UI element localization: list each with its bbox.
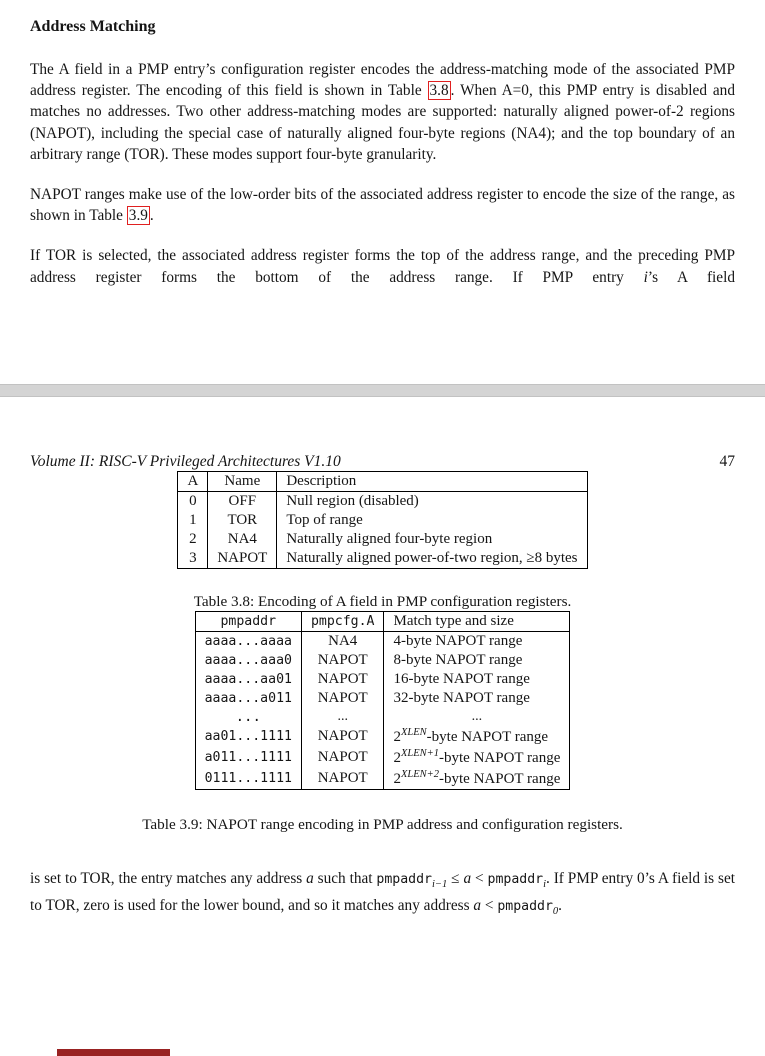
table-cell: aaaa...a011 [195,689,301,708]
section-heading: Address Matching [30,18,156,35]
table-row [178,530,587,549]
text-segment: ’s A field [647,268,735,286]
running-header-title: Volume II: RISC-V Privileged Architectures V1.10 [30,452,341,470]
table-cell: ... [301,708,384,726]
table-cell: NAPOT [301,670,384,689]
text-segment: a [306,869,314,887]
column-header: A [178,471,208,491]
text-segment: XLEN [400,726,427,738]
text-segment: pmpaddr [497,899,553,915]
page-1-body [0,18,765,288]
table-row [195,726,570,747]
table-cell [384,768,570,790]
running-header [0,453,765,471]
table-row [195,689,570,708]
table-cell: aaaa...aaa0 [195,651,301,670]
table-row [195,708,570,726]
table-row [178,511,587,530]
text-segment: -byte NAPOT range [426,728,549,745]
table-cell: Null region (disabled) [277,491,587,511]
text-segment: i [643,268,648,286]
text-segment: ≤ [447,869,464,887]
table-cell: 16-byte NAPOT range [384,670,570,689]
text-segment: a [463,869,472,887]
table-cell: Top of range [277,511,587,530]
table-header-row [195,611,570,631]
table-3-8 [177,471,587,569]
text-segment: such that [313,869,377,887]
document-page [0,18,765,922]
table-ref-link[interactable]: 3.8 [429,82,449,100]
table-ref-link[interactable]: 3.9 [128,207,148,225]
column-header: Match type and size [384,611,570,631]
column-header: pmpaddr [195,611,301,631]
table-cell: NAPOT [301,651,384,670]
text-segment: < [471,869,488,887]
text-segment: a [473,897,482,915]
table-header-row [178,471,587,491]
text-segment: -byte NAPOT range [439,770,561,787]
paragraph [30,184,735,226]
table-cell: NAPOT [301,747,384,768]
table-cell: NAPOT [301,726,384,747]
paragraph [30,59,735,165]
text-segment: pmpaddr [487,871,544,887]
table-cell: NAPOT [301,768,384,790]
page-break-band [0,384,765,397]
table-cell [384,747,570,768]
table-cell: NA4 [301,631,384,651]
text-segment: 0 [552,906,559,918]
table-row [195,670,570,689]
text-segment: 2 [393,770,401,787]
table-row [195,631,570,651]
text-segment: i [543,878,546,890]
text-segment: < [481,897,498,915]
paragraph [30,868,735,923]
text-segment: XLEN+2 [400,768,439,780]
table-cell: Naturally aligned power-of-two region, ≥8 bytes [277,549,587,569]
column-header: Name [208,471,277,491]
table-cell: 4-byte NAPOT range [384,631,570,651]
table-cell: a011...1111 [195,747,301,768]
table-cell: 0 [178,491,208,511]
table-cell: 3 [178,549,208,569]
table-3-9 [195,611,571,790]
table-cell: NA4 [208,530,277,549]
text-segment: i−1 [432,878,448,890]
page-2-body [0,868,765,923]
table-row [195,651,570,670]
text-segment: . [558,897,562,915]
table-row [178,491,587,511]
text-segment: If TOR is selected, the associated address register forms the top of the address range, and the preceding PMP address register forms the bottom of the address range. If PMP entry [30,247,735,286]
text-segment: . When A=0, this PMP entry is disabled and matches no addresses. Two other address-matching modes are supported: naturally aligned power-of-2 regions (NAPOT), including the special case of naturally aligned four-byte regions (NA4); and the top boundary of an arbitrary range (TOR). These modes support four-byte granularity. [30,82,735,163]
table-cell: OFF [208,491,277,511]
table-cell: 1 [178,511,208,530]
table-cell: Naturally aligned four-byte region [277,530,587,549]
table-cell: NAPOT [301,689,384,708]
next-page-red-fragment [57,1049,170,1056]
text-segment: . If PMP entry 0’s A field is set to TOR, zero is used for the lower bound, and so it matches any address [30,869,736,915]
table-3-9-caption: Table 3.9: NAPOT range encoding in PMP address and configuration registers. [142,815,623,833]
text-segment: XLEN+1 [400,747,439,759]
text-segment: 2 [393,749,401,766]
table-cell: ... [195,708,301,726]
text-segment: -byte NAPOT range [439,749,561,766]
table-cell: aaaa...aaaa [195,631,301,651]
table-cell [384,726,570,747]
table-3-8-caption: Table 3.8: Encoding of A field in PMP configuration registers. [193,592,572,610]
table-cell: aa01...1111 [195,726,301,747]
table-cell: 0111...1111 [195,768,301,790]
table-cell: NAPOT [208,549,277,569]
text-segment: . [149,207,154,225]
column-header: pmpcfg.A [301,611,384,631]
table-row [195,768,570,790]
table-row [178,549,587,569]
paragraph [30,245,735,287]
table-row [195,747,570,768]
table-cell: 8-byte NAPOT range [384,651,570,670]
table-cell: ... [384,708,570,726]
text-segment: 2 [393,728,401,745]
table-cell: TOR [208,511,277,530]
table-cell: aaaa...aa01 [195,670,301,689]
text-segment: pmpaddr [376,871,432,887]
table-cell: 2 [178,530,208,549]
text-segment: NAPOT ranges make use of the low-order bits of the associated address register to encode the size of the range, as shown in Table [30,186,735,225]
text-segment: The A field in a PMP entry’s configuration register encodes the address-matching mode of the associated PMP address register. The encoding of this field is shown in Table [30,61,735,100]
text-segment: is set to TOR, the entry matches any address [30,869,307,887]
page-number: 47 [719,452,735,470]
table-cell: 32-byte NAPOT range [384,689,570,708]
column-header: Description [277,471,587,491]
